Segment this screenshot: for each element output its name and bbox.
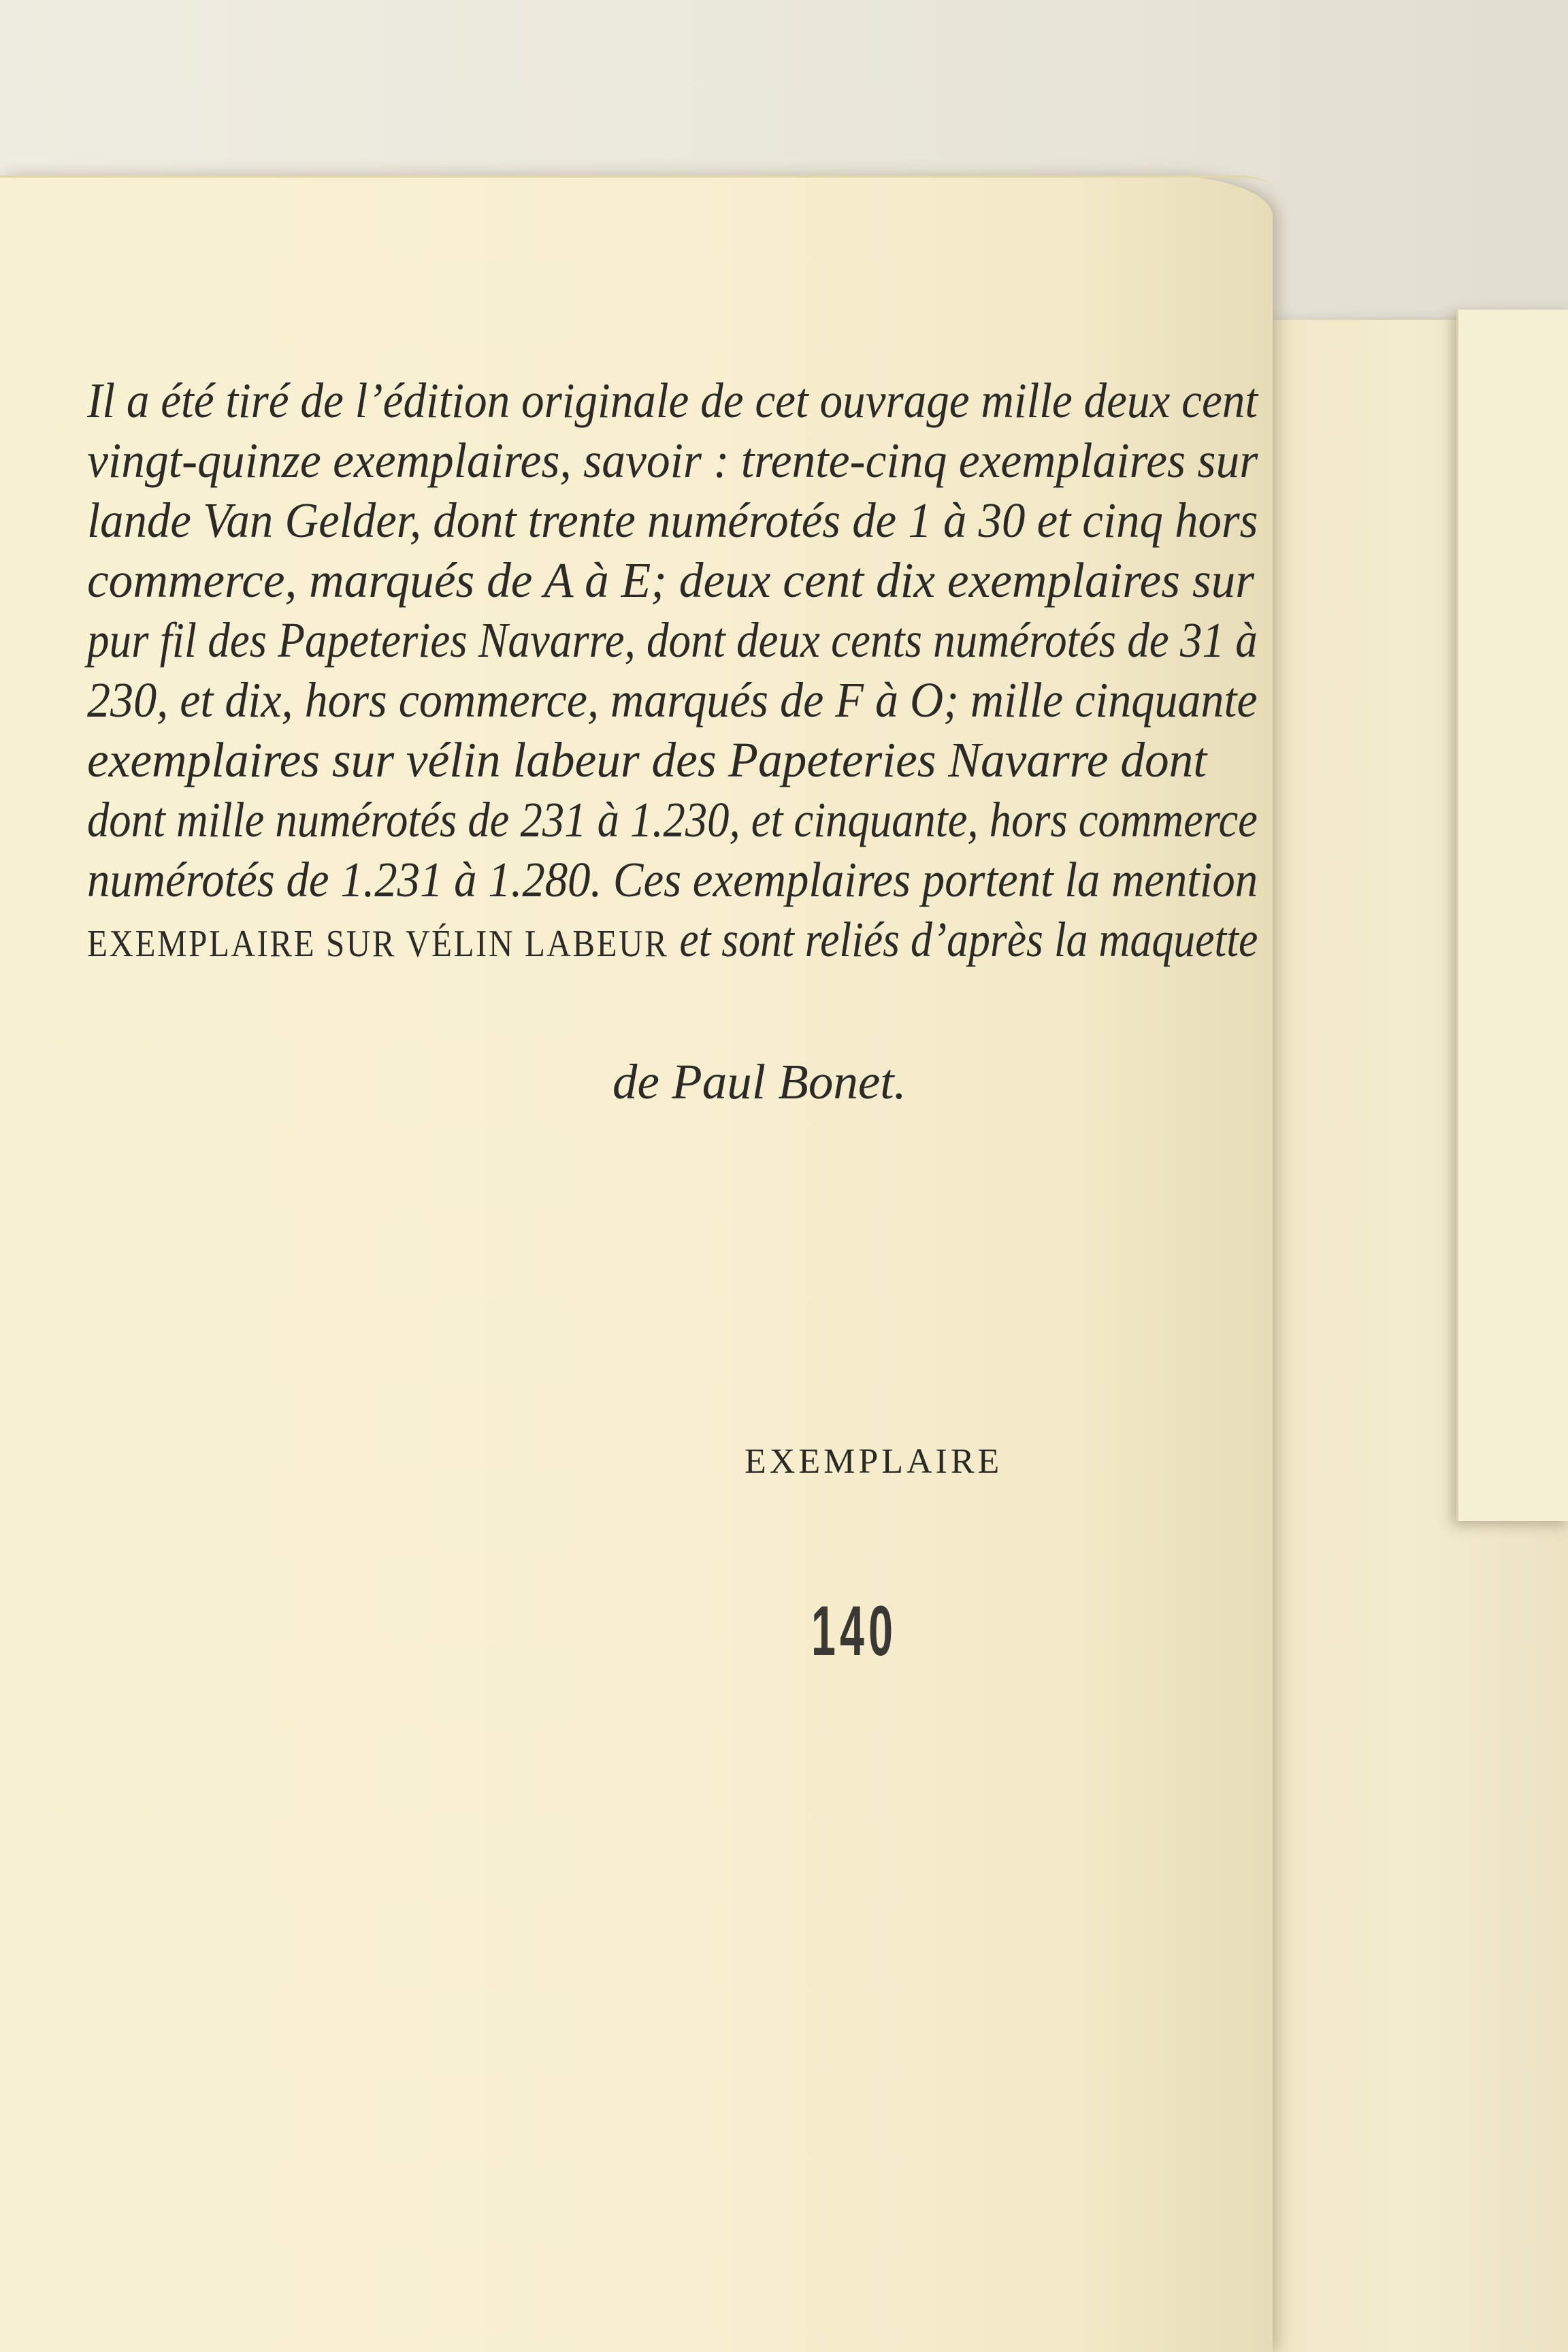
colophon-line: dont mille numérotés de 231 à 1.230, et cinquante, hors commerce	[87, 792, 1258, 847]
colophon-line: Il a été tiré de l’édition originale de cet ouvrage mille deux cent	[87, 373, 1258, 428]
edition-mention: EXEMPLAIRE SUR VÉLIN LABEUR	[87, 923, 669, 965]
binding-designer: de Paul Bonet.	[612, 1054, 906, 1109]
colophon-line: commerce, marqués de A à E; deux cent dix exemplaires sur	[87, 553, 1255, 608]
colophon-line: exemplaires sur vélin labeur des Papeteries Navarre dont	[87, 732, 1207, 787]
copy-number-stamp: 140	[811, 1592, 898, 1671]
colophon-last-line-rest: et sont reliés d’après la maquette	[668, 912, 1258, 967]
colophon-line: lande Van Gelder, dont trente numérotés de 1 à 30 et cinq hors	[87, 493, 1258, 548]
colophon-text	[87, 371, 1285, 970]
copy-label: EXEMPLAIRE	[745, 1442, 1003, 1481]
colophon-line: numérotés de 1.231 à 1.280. Ces exemplaires portent la mention	[87, 852, 1258, 907]
loose-paper-slip	[1456, 310, 1568, 1521]
colophon-line: pur fil des Papeteries Navarre, dont deux cents numérotés de 31 à	[87, 612, 1258, 668]
colophon-line: 230, et dix, hors commerce, marqués de F à O; mille cinquante	[87, 672, 1258, 728]
colophon-last-line	[87, 910, 1258, 970]
colophon-line: vingt-quinze exemplaires, savoir : trente-cinq exemplaires sur	[87, 433, 1258, 488]
